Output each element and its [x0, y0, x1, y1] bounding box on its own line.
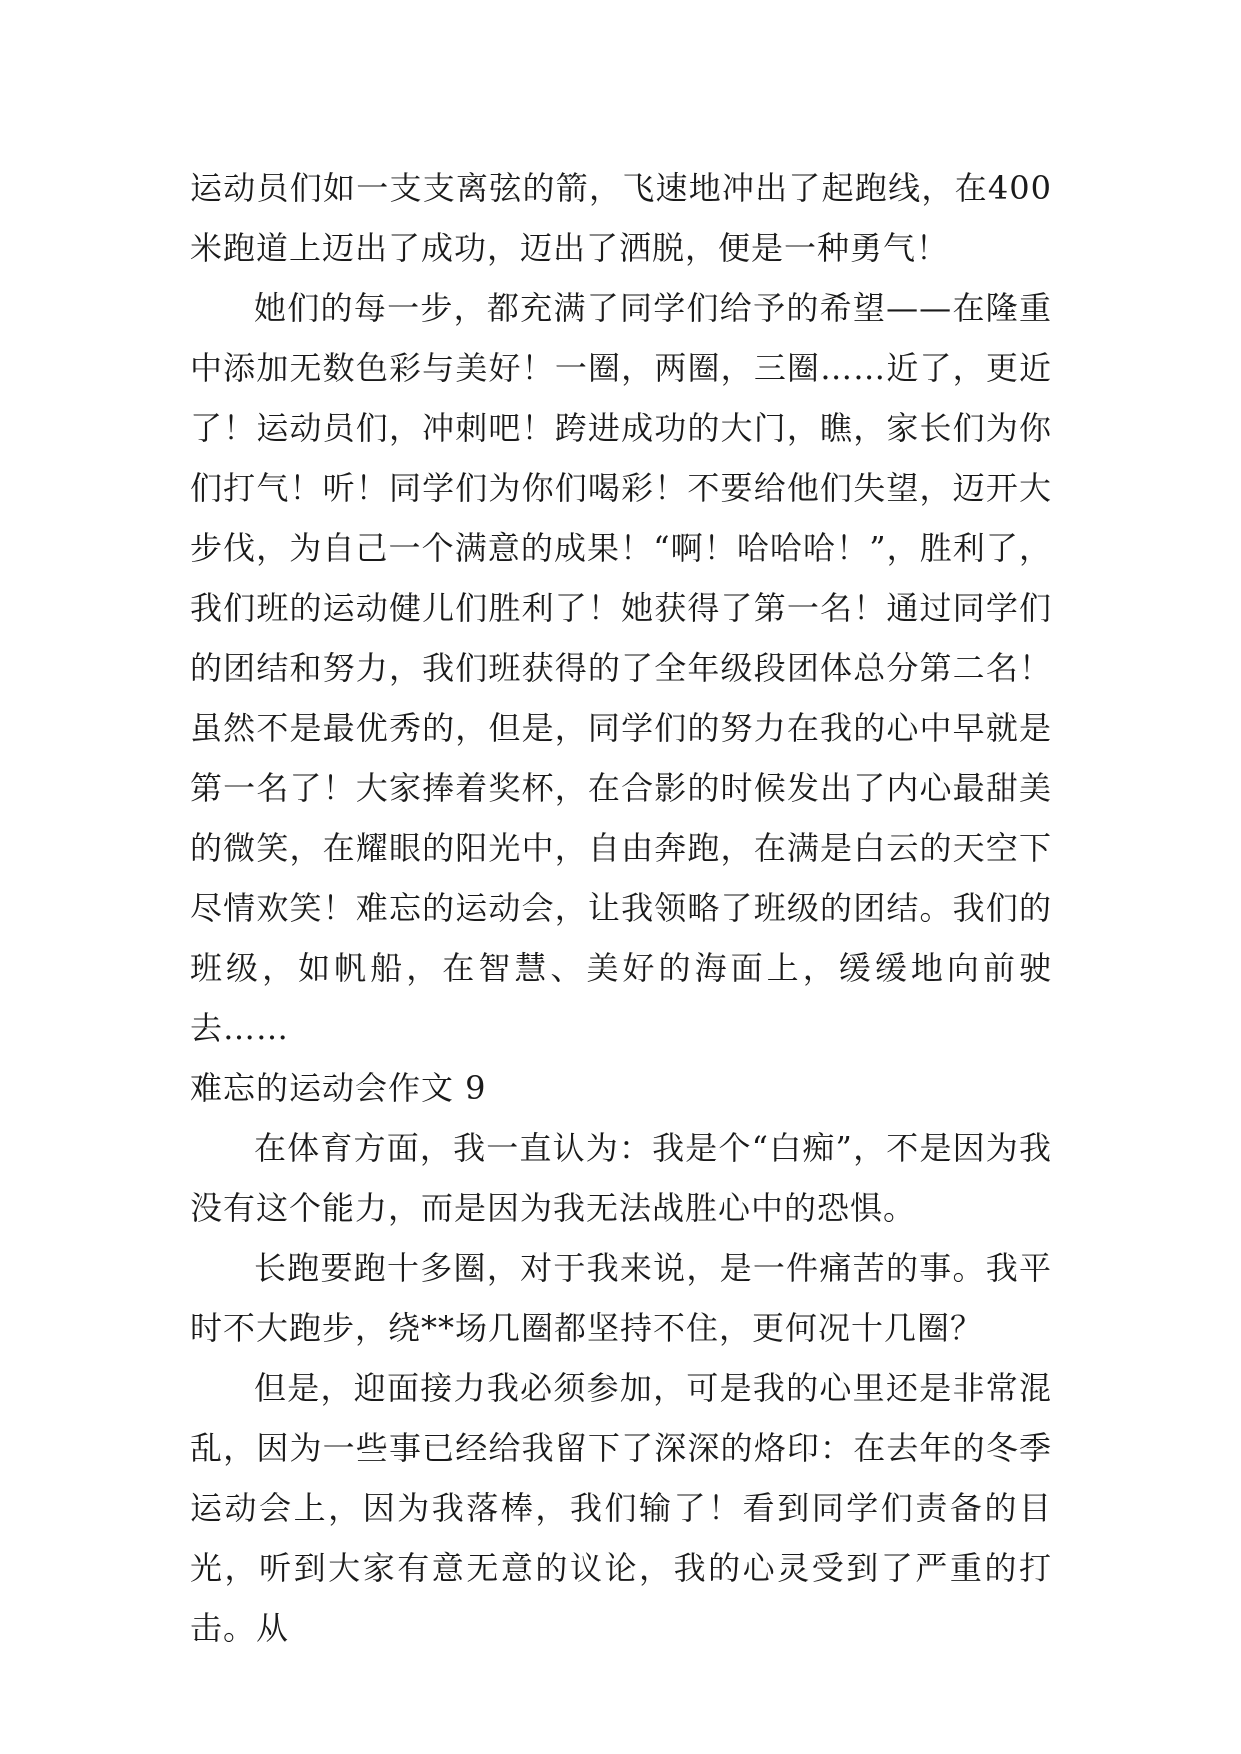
document-body [190, 158, 1052, 1658]
paragraph-opening: 运动员们如一支支离弦的箭，飞速地冲出了起跑线，在400米跑道上迈出了成功，迈出了洒脱，便是一种勇气！ [190, 169, 1052, 267]
paragraph-long-run: 长跑要跑十多圈，对于我来说，是一件痛苦的事。我平时不大跑步，绕**场几圈都坚持不住，更何况十几圈？ [190, 1249, 1052, 1347]
paragraph-relay: 但是，迎面接力我必须参加，可是我的心里还是非常混乱，因为一些事已经给我留下了深深的烙印：在去年的冬季运动会上，因为我落棒，我们输了！看到同学们责备的目光，听到大家有意无意的议论，我的心灵受到了严重的打击。从 [190, 1369, 1052, 1647]
paragraph-sports-fear: 在体育方面，我一直认为：我是个“白痴”，不是因为我没有这个能力，而是因为我无法战胜心中的恐惧。 [190, 1129, 1052, 1227]
paragraph-race: 她们的每一步，都充满了同学们给予的希望——在隆重中添加无数色彩与美好！一圈，两圈，三圈……近了，更近了！运动员们，冲刺吧！跨进成功的大门，瞧，家长们为你们打气！听！同学们为你们喝彩！不要给他们失望，迈开大步伐，为自己一个满意的成果！“啊！哈哈哈！”，胜利了，我们班的运动健儿们胜利了！她获得了第一名！通过同学们的团结和努力，我们班获得的了全年级段团体总分第二名！虽然不是最优秀的，但是，同学们的努力在我的心中早就是第一名了！大家捧着奖杯，在合影的时候发出了内心最甜美的微笑，在耀眼的阳光中，自由奔跑，在满是白云的天空下尽情欢笑！难忘的运动会，让我领略了班级的团结。我们的班级，如帆船，在智慧、美好的海面上，缓缓地向前驶去…… [190, 289, 1052, 1047]
essay-heading: 难忘的运动会作文 9 [190, 1069, 487, 1107]
